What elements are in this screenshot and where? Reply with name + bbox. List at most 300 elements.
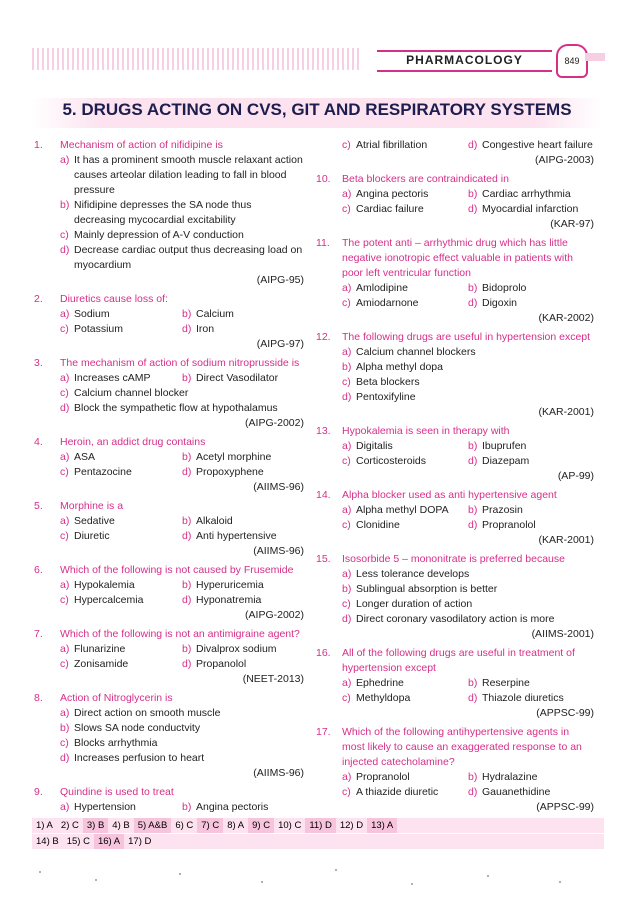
option-letter: b)	[182, 451, 192, 463]
option-pair	[316, 281, 594, 296]
exam-source: (APPSC-99)	[536, 707, 594, 719]
question-number: 2.	[34, 293, 43, 305]
option-letter: c)	[60, 466, 69, 478]
question-stem	[316, 488, 594, 503]
question-block	[34, 691, 304, 781]
option-text: Cardiac failure	[356, 203, 424, 215]
option	[182, 322, 304, 337]
option-letter: c)	[342, 519, 351, 531]
option-letter: d)	[468, 139, 478, 151]
option	[60, 800, 182, 815]
option-letter: a)	[342, 568, 352, 580]
question-text: The potent anti – arrhythmic drug which has little negative ionotropic effect valuable in patients with poor left ventricular function	[342, 237, 573, 279]
question-stem	[316, 646, 594, 676]
question-text: Isosorbide 5 – mononitrate is preferred because	[342, 553, 565, 565]
option	[468, 454, 594, 469]
option-pair	[34, 578, 304, 593]
option-text: It has a prominent smooth muscle relaxant action causes arteolar dilation leading to fall in blood pressure	[74, 154, 303, 196]
option-text: Pentoxifyline	[356, 391, 416, 403]
option	[60, 593, 182, 608]
option-text: Alkaloid	[196, 515, 233, 527]
question-text: Which of the following is not an antimigraine agent?	[60, 628, 300, 640]
question-text: Hypokalemia is seen in therapy with	[342, 425, 510, 437]
option	[316, 567, 594, 582]
option-text: Digoxin	[482, 297, 518, 309]
option	[468, 187, 594, 202]
option-text: Propranolol	[356, 771, 410, 783]
option	[316, 375, 594, 390]
question-block	[316, 138, 594, 168]
option	[468, 518, 594, 533]
option	[342, 454, 468, 469]
answer-cell: 11) D	[305, 818, 336, 833]
option-letter: c)	[342, 455, 351, 467]
question-stem	[316, 172, 594, 187]
exam-source: (AIPG-2003)	[535, 154, 594, 166]
option	[182, 593, 304, 608]
option-letter: a)	[60, 643, 70, 655]
option	[316, 345, 594, 360]
option	[342, 676, 468, 691]
option-text: Alpha methyl DOPA	[356, 504, 449, 516]
option	[182, 578, 304, 593]
option-letter: d)	[60, 402, 70, 414]
question-block	[316, 646, 594, 721]
answer-cell: 1) A	[36, 820, 53, 831]
option-text: Diazepam	[482, 455, 530, 467]
option	[34, 228, 304, 243]
option-text: Propoxyphene	[196, 466, 264, 478]
option-text: Mainly depression of A-V conduction	[74, 229, 244, 241]
option-letter: d)	[468, 203, 478, 215]
option-letter: d)	[468, 455, 478, 467]
option-letter: a)	[60, 801, 70, 813]
option-pair	[34, 322, 304, 337]
option-text: Cardiac arrhythmia	[482, 188, 571, 200]
header-stripes	[32, 48, 362, 70]
exam-source: (KAR-2002)	[538, 312, 594, 324]
option-letter: b)	[182, 308, 192, 320]
option-pair	[316, 296, 594, 311]
option	[342, 503, 468, 518]
option	[34, 386, 304, 401]
option-letter: c)	[342, 598, 351, 610]
option-text: Prazosin	[482, 504, 523, 516]
option-text: Increases cAMP	[74, 372, 151, 384]
question-text: Heroin, an addict drug contains	[60, 436, 206, 448]
question-block	[316, 172, 594, 232]
option-pair	[34, 593, 304, 608]
option	[342, 138, 468, 153]
question-text: Which of the following antihypertensive agents in most likely to cause an exaggerated response to an injected catecholamine?	[342, 726, 582, 768]
option-letter: c)	[342, 139, 351, 151]
question-block	[34, 499, 304, 559]
answer-cell: 6) C	[175, 820, 194, 831]
option	[60, 657, 182, 672]
exam-source: (APPSC-99)	[536, 801, 594, 813]
answer-cell: 7) C	[197, 818, 223, 833]
option-text: Beta blockers	[356, 376, 420, 388]
question-number: 5.	[34, 500, 43, 512]
option	[60, 578, 182, 593]
option-text: Hypercalcemia	[74, 594, 144, 606]
option-text: Calcium channel blocker	[74, 387, 189, 399]
option-letter: c)	[60, 594, 69, 606]
option-pair	[316, 202, 594, 217]
option-text: Potassium	[74, 323, 124, 335]
option-text: Calcium	[196, 308, 234, 320]
question-text: Morphine is a	[60, 500, 124, 512]
question-text: The mechanism of action of sodium nitroprusside is	[60, 357, 300, 369]
option-text: Block the sympathetic flow at hypothalamus	[74, 402, 278, 414]
question-stem	[34, 785, 304, 800]
option-letter: d)	[342, 613, 352, 625]
option-letter: b)	[342, 583, 352, 595]
option	[468, 439, 594, 454]
exam-source: (AIIMS-2001)	[531, 628, 594, 640]
option-letter: d)	[182, 323, 192, 335]
option-text: Digitalis	[356, 440, 393, 452]
question-text: Diuretics cause loss of:	[60, 293, 168, 305]
question-text: All of the following drugs are useful in treatment of hypertension except	[342, 647, 575, 674]
option-letter: a)	[60, 154, 70, 166]
option	[342, 281, 468, 296]
answer-cell: 3) B	[83, 818, 108, 833]
question-number: 6.	[34, 564, 43, 576]
option-text: Congestive heart failure	[482, 139, 593, 151]
option	[342, 785, 468, 800]
option-letter: c)	[60, 737, 69, 749]
option-text: Thiazole diuretics	[482, 692, 564, 704]
option-letter: a)	[342, 677, 352, 689]
option	[60, 371, 182, 386]
question-number: 7.	[34, 628, 43, 640]
option-letter: a)	[60, 707, 70, 719]
question-number: 4.	[34, 436, 43, 448]
answer-cell: 16) A	[94, 834, 124, 849]
option-letter: c)	[60, 323, 69, 335]
option-letter: c)	[60, 530, 69, 542]
question-block	[34, 356, 304, 431]
option-text: Less tolerance develops	[356, 568, 470, 580]
option-text: ASA	[74, 451, 96, 463]
question-block	[34, 292, 304, 352]
option-letter: d)	[468, 786, 478, 798]
exam-source: (KAR-2001)	[538, 406, 594, 418]
option-text: Blocks arrhythmia	[74, 737, 158, 749]
option	[34, 706, 304, 721]
option-text: Sublingual absorption is better	[356, 583, 498, 595]
option	[60, 322, 182, 337]
option-pair	[34, 514, 304, 529]
option-text: Hypertension	[74, 801, 136, 813]
option-letter: b)	[60, 199, 70, 211]
option-pair	[316, 518, 594, 533]
option-text: Direct coronary vasodilatory action is more	[356, 613, 555, 625]
question-block	[34, 435, 304, 495]
option-letter: d)	[182, 658, 192, 670]
option-text: Ephedrine	[356, 677, 404, 689]
question-block	[316, 552, 594, 642]
option	[34, 198, 304, 228]
option-letter: c)	[342, 376, 351, 388]
option-text: Propanolol	[196, 658, 247, 670]
answer-cell: 2) C	[60, 820, 79, 831]
option-text: Longer duration of action	[356, 598, 473, 610]
option-letter: d)	[468, 519, 478, 531]
question-stem	[316, 552, 594, 567]
option-text: Acetyl morphine	[196, 451, 272, 463]
option-letter: b)	[468, 504, 478, 516]
answer-cell: 8) A	[227, 820, 245, 831]
option-text: Angina pectoris	[356, 188, 429, 200]
option-pair	[34, 529, 304, 544]
section-label: PHARMACOLOGY	[377, 50, 552, 72]
option-text: Divalprox sodium	[196, 643, 277, 655]
question-stem	[316, 330, 594, 345]
answer-cell: 17) D	[128, 836, 152, 847]
question-number: 17.	[316, 726, 331, 738]
option-text: Amiodarnone	[356, 297, 419, 309]
answer-cell: 10) C	[278, 820, 302, 831]
question-stem	[34, 138, 304, 153]
option-letter: d)	[182, 530, 192, 542]
option	[182, 657, 304, 672]
option-letter: c)	[60, 387, 69, 399]
question-number: 9.	[34, 786, 43, 798]
question-stem	[34, 435, 304, 450]
option	[468, 785, 594, 800]
option-letter: b)	[468, 282, 478, 294]
option	[342, 296, 468, 311]
option	[34, 736, 304, 751]
option	[468, 676, 594, 691]
chapter-title: 5. DRUGS ACTING ON CVS, GIT AND RESPIRATORY SYSTEMS	[62, 100, 572, 119]
option-text: Alpha methyl dopa	[356, 361, 443, 373]
option-text: Sodium	[74, 308, 110, 320]
tooth-icon	[556, 44, 588, 78]
option	[316, 597, 594, 612]
answer-cell: 9) C	[248, 818, 274, 833]
option	[34, 721, 304, 736]
option-text: Zonisamide	[74, 658, 129, 670]
question-number: 11.	[316, 237, 330, 249]
answer-cell: 5) A&B	[134, 818, 172, 833]
option-text: Methyldopa	[356, 692, 411, 704]
option-letter: b)	[468, 188, 478, 200]
option-letter: b)	[468, 771, 478, 783]
option	[60, 465, 182, 480]
option-text: Amlodipine	[356, 282, 408, 294]
question-number: 10.	[316, 173, 331, 185]
option-text: Iron	[196, 323, 215, 335]
left-column	[34, 138, 304, 819]
option	[342, 439, 468, 454]
option-letter: a)	[60, 451, 70, 463]
option	[34, 401, 304, 416]
question-stem	[316, 424, 594, 439]
exam-source: (KAR-97)	[550, 218, 594, 230]
running-header	[32, 48, 602, 70]
option-text: Direct Vasodilator	[196, 372, 279, 384]
option	[182, 800, 304, 815]
option-letter: a)	[342, 346, 352, 358]
question-stem	[34, 563, 304, 578]
option	[342, 518, 468, 533]
option-letter: a)	[342, 188, 352, 200]
option-pair	[34, 642, 304, 657]
option	[34, 243, 304, 273]
option	[316, 582, 594, 597]
question-text: Mechanism of action of nifidipine is	[60, 139, 223, 151]
option-letter: b)	[468, 440, 478, 452]
option-letter: a)	[60, 515, 70, 527]
option-letter: b)	[182, 515, 192, 527]
exam-source: (AIPG-95)	[256, 274, 304, 286]
option-letter: b)	[182, 801, 192, 813]
option-text: Reserpine	[482, 677, 530, 689]
option-text: Corticosteroids	[356, 455, 427, 467]
option-letter: d)	[60, 244, 70, 256]
option-letter: b)	[182, 372, 192, 384]
option-text: Propranolol	[482, 519, 536, 531]
option-text: A thiazide diuretic	[356, 786, 439, 798]
question-text: Beta blockers are contraindicated in	[342, 173, 509, 185]
option	[60, 450, 182, 465]
option-letter: c)	[342, 692, 351, 704]
option-text: Sedative	[74, 515, 115, 527]
option-text: Gauanethidine	[482, 786, 551, 798]
option-letter: b)	[342, 361, 352, 373]
question-number: 16.	[316, 647, 331, 659]
question-stem	[34, 292, 304, 307]
option-text: Anti hypertensive	[196, 530, 277, 542]
question-block	[316, 725, 594, 815]
option	[34, 153, 304, 198]
option-text: Hydralazine	[482, 771, 538, 783]
option-text: Bidoprolo	[482, 282, 527, 294]
option-letter: c)	[342, 786, 351, 798]
exam-source: (AIPG-97)	[256, 338, 304, 350]
question-stem	[316, 725, 594, 770]
option	[182, 371, 304, 386]
question-block	[34, 785, 304, 815]
header-bar	[585, 53, 605, 61]
question-block	[316, 488, 594, 548]
exam-source: (KAR-2001)	[538, 534, 594, 546]
option-letter: d)	[468, 692, 478, 704]
option-letter: c)	[342, 203, 351, 215]
question-block	[34, 563, 304, 623]
option-text: Hypokalemia	[74, 579, 135, 591]
option	[342, 187, 468, 202]
option	[182, 450, 304, 465]
page-number: 849	[564, 56, 580, 66]
option-letter: d)	[60, 752, 70, 764]
question-number: 15.	[316, 553, 331, 565]
option-text: Decrease cardiac output thus decreasing load on myocardium	[74, 244, 303, 271]
option-text: Clonidine	[356, 519, 400, 531]
question-stem	[316, 236, 594, 281]
exam-source: (AIIMS-96)	[253, 481, 304, 493]
question-number: 8.	[34, 692, 43, 704]
option-pair	[316, 770, 594, 785]
exam-source: (NEET-2013)	[242, 673, 304, 685]
option-letter: a)	[342, 440, 352, 452]
option-letter: b)	[468, 677, 478, 689]
option-letter: b)	[182, 643, 192, 655]
exam-source: (AIPG-2002)	[245, 609, 304, 621]
option-pair	[316, 785, 594, 800]
option-letter: d)	[182, 466, 192, 478]
answer-cell: 14) B	[36, 836, 59, 847]
question-number: 13.	[316, 425, 331, 437]
option-pair	[316, 187, 594, 202]
right-column	[316, 138, 594, 819]
option-pair	[34, 371, 304, 386]
question-text: Action of Nitroglycerin is	[60, 692, 173, 704]
question-stem	[34, 499, 304, 514]
option-pair	[34, 657, 304, 672]
question-number: 14.	[316, 489, 331, 501]
option-text: Atrial fibrillation	[356, 139, 428, 151]
option-pair	[34, 307, 304, 322]
option-pair	[34, 800, 304, 815]
option	[468, 138, 594, 153]
question-stem	[34, 356, 304, 371]
chapter-title-band	[32, 98, 602, 128]
option	[468, 296, 594, 311]
option	[182, 529, 304, 544]
option-letter: d)	[182, 594, 192, 606]
question-block	[316, 330, 594, 420]
option-pair	[316, 676, 594, 691]
exam-source: (AIPG-2002)	[245, 417, 304, 429]
option	[468, 202, 594, 217]
exam-source: (AIIMS-96)	[253, 767, 304, 779]
page-speckles	[0, 860, 638, 900]
option	[60, 529, 182, 544]
option-letter: d)	[342, 391, 352, 403]
option	[468, 281, 594, 296]
option-text: Diuretic	[74, 530, 110, 542]
option	[60, 514, 182, 529]
option-text: Nifidipine depresses the SA node thus decreasing mycocardial excitability	[74, 199, 252, 226]
answer-cell: 4) B	[112, 820, 130, 831]
option	[468, 770, 594, 785]
option-text: Myocardial infarction	[482, 203, 579, 215]
option	[60, 642, 182, 657]
question-block	[316, 236, 594, 326]
option-letter: c)	[60, 229, 69, 241]
option	[316, 390, 594, 405]
option	[182, 514, 304, 529]
question-stem	[34, 691, 304, 706]
option	[342, 202, 468, 217]
exam-source: (AIIMS-96)	[253, 545, 304, 557]
option	[342, 691, 468, 706]
question-text: The following drugs are useful in hypertension except	[342, 331, 591, 343]
option-letter: d)	[468, 297, 478, 309]
option	[182, 465, 304, 480]
question-stem	[34, 627, 304, 642]
option-letter: a)	[342, 771, 352, 783]
option-pair	[316, 439, 594, 454]
option-text: Pentazocine	[74, 466, 132, 478]
option	[182, 642, 304, 657]
question-number: 12.	[316, 331, 331, 343]
option-letter: c)	[60, 658, 69, 670]
